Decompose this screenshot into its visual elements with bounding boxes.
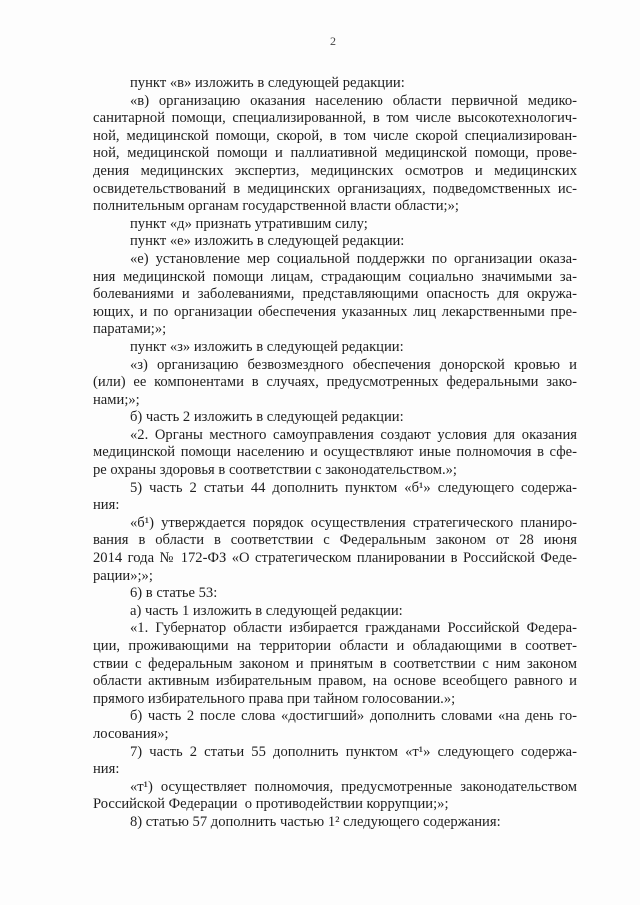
text-line: болеваниями и заболеваниями, представляющими опасность для окружа-: [93, 286, 577, 303]
text-line: ной, медицинской помощи и паллиативной медицинской помощи, прове-: [93, 145, 577, 162]
text-line: ре охраны здоровья в соответствии с законодательством.»;: [93, 462, 457, 479]
text-line: пункт «е» изложить в следующей редакции:: [130, 233, 405, 250]
text-line: «2. Органы местного самоуправления создают условия для оказания: [130, 426, 577, 443]
text-line: пункт «д» признать утратившим силу;: [130, 215, 368, 232]
text-line: нами;»;: [93, 391, 140, 408]
text-line: (или) ее компонентами в случаях, предусмотренных федеральными зако-: [93, 374, 577, 391]
text-line: 8) статью 57 дополнить частью 1² следующего содержания:: [130, 813, 501, 830]
text-line: пункт «в» изложить в следующей редакции:: [130, 75, 405, 91]
page-number: 2: [330, 34, 336, 48]
text-line: ции, проживающими на территории области и обладающими в соответ-: [93, 638, 577, 654]
text-line: медицинской помощи населению и осуществляют иные полномочия в сфе-: [93, 444, 577, 461]
text-line: полнительным органам государственной власти области;»;: [93, 198, 459, 215]
text-line: санитарной помощи, специализированной, в том числе высокотехнологич-: [93, 110, 577, 127]
text-line: «в) организацию оказания населению области первичной медико-: [130, 92, 577, 109]
text-line: а) часть 1 изложить в следующей редакции:: [130, 602, 403, 619]
text-line: прямого избирательного права при тайном голосовании.»;: [93, 690, 456, 707]
text-line: 2014 года № 172-ФЗ «О стратегическом планировании в Российской Феде-: [93, 550, 577, 567]
text-line: ния:: [93, 497, 120, 514]
text-line: вания в области в соответствии с Федеральным законом от 28 июня: [93, 532, 577, 549]
text-line: «е) установление мер социальной поддержки по организации оказа-: [130, 250, 577, 267]
text-line: ющих, и по организации обеспечения указанных лиц лекарственными пре-: [93, 303, 577, 320]
text-line: б) часть 2 изложить в следующей редакции:: [130, 409, 404, 426]
text-line: «1. Губернатор области избирается гражданами Российской Федера-: [130, 620, 577, 637]
text-line: области активным избирательным правом, на основе всеобщего равного и: [93, 673, 577, 690]
text-line: ствии с федеральным законом и принятым в соответствии с ним законом: [93, 655, 577, 672]
body-text: [93, 75, 577, 832]
text-line: лосования»;: [93, 725, 169, 742]
text-line: Российской Федерации о противодействии коррупции;»;: [93, 796, 449, 813]
text-line: ния:: [93, 761, 120, 778]
text-line: 6) в статье 53:: [130, 585, 218, 602]
text-line: освидетельствований в медицинских организациях, подведомственных ис-: [93, 180, 577, 197]
text-line: дения медицинских экспертиз, медицинских осмотров и медицинских: [93, 162, 577, 179]
text-line: 5) часть 2 статьи 44 дополнить пунктом «б¹» следующего содержа-: [130, 479, 577, 496]
text-line: ния медицинской помощи лицам, страдающим социально значимыми за-: [93, 268, 577, 285]
text-line: пункт «з» изложить в следующей редакции:: [130, 338, 404, 355]
text-line: ной, медицинской помощи, скорой, в том числе скорой специализирован-: [93, 127, 577, 144]
text-line: рации»;»;: [93, 567, 153, 584]
text-line: б) часть 2 после слова «достигший» дополнить словами «на день го-: [130, 708, 577, 725]
text-line: «б¹) утверждается порядок осуществления стратегического планиро-: [130, 514, 577, 531]
text-line: паратами;»;: [93, 321, 167, 338]
text-line: «з) организацию безвозмездного обеспечения донорской кровью и: [130, 356, 577, 373]
text-line: 7) часть 2 статьи 55 дополнить пунктом «т¹» следующего содержа-: [130, 743, 577, 760]
text-line: «т¹) осуществляет полномочия, предусмотренные законодательством: [130, 778, 577, 795]
